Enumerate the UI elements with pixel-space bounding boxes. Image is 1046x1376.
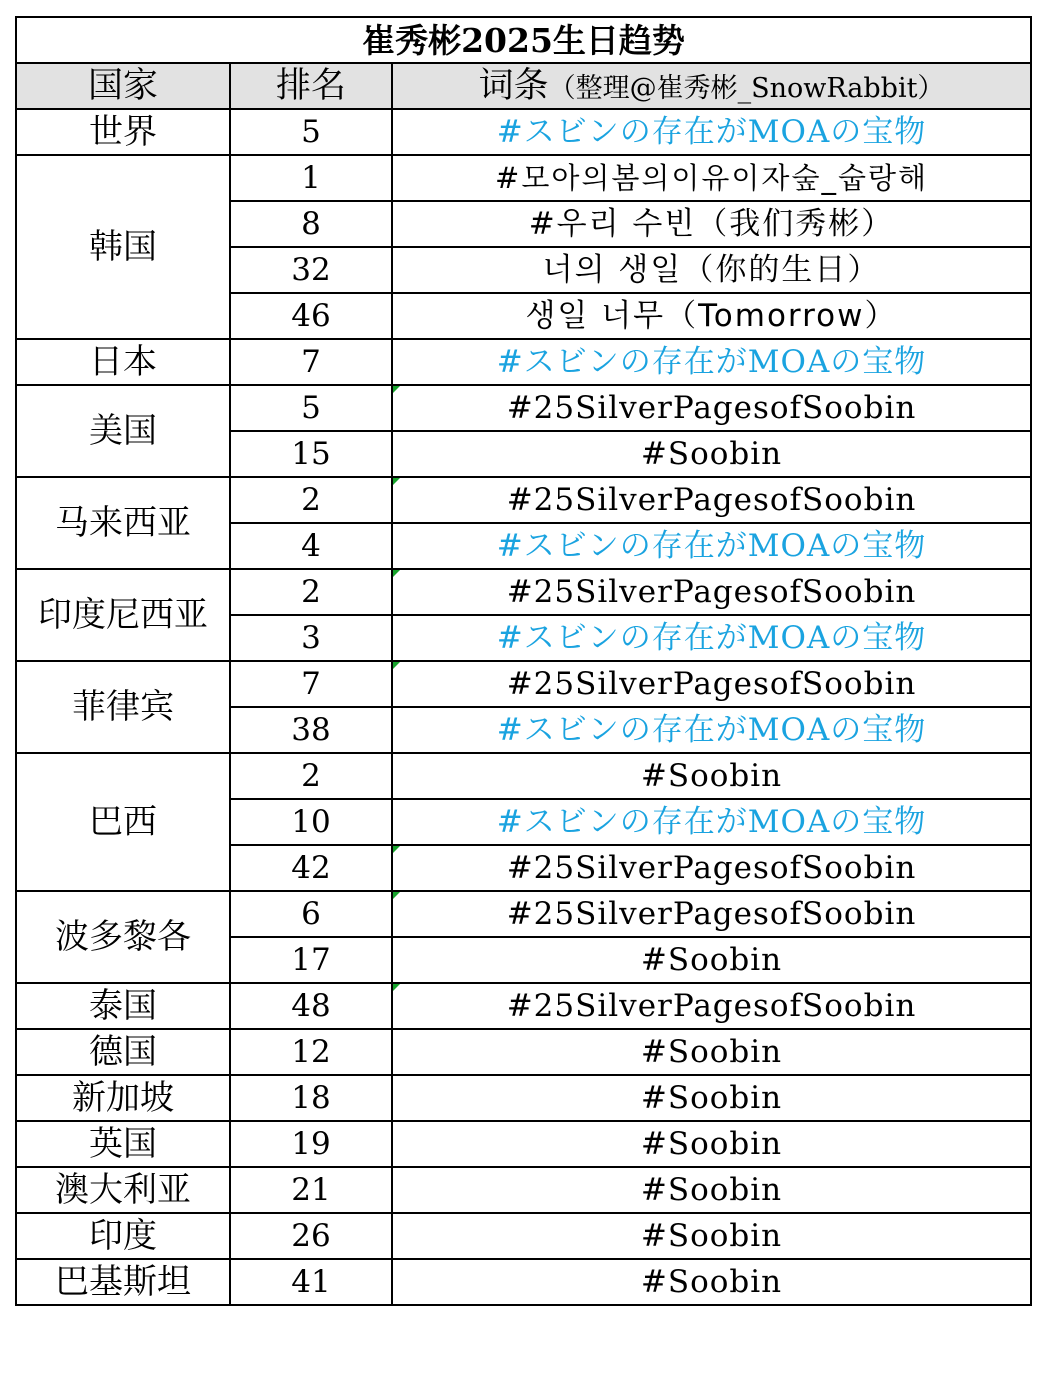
table-row xyxy=(16,661,1031,707)
country-cell: 英国 xyxy=(16,1121,230,1167)
country-cell: 美国 xyxy=(16,385,230,477)
rank-cell: 21 xyxy=(230,1167,392,1213)
table-row xyxy=(16,339,1031,385)
country-cell: 澳大利亚 xyxy=(16,1167,230,1213)
table-row xyxy=(16,109,1031,155)
table-row xyxy=(16,1029,1031,1075)
rank-cell: 48 xyxy=(230,983,392,1029)
rank-cell: 6 xyxy=(230,891,392,937)
table-row xyxy=(16,1213,1031,1259)
table-row xyxy=(16,1167,1031,1213)
country-cell: 巴基斯坦 xyxy=(16,1259,230,1305)
topic-cell: #우리 수빈（我们秀彬） xyxy=(392,201,1031,247)
rank-cell: 7 xyxy=(230,661,392,707)
table-row xyxy=(16,385,1031,431)
topic-cell: #スビンの存在がMOAの宝物 xyxy=(392,523,1031,569)
topic-cell: #25SilverPagesofSoobin xyxy=(392,477,1031,523)
topic-cell: #25SilverPagesofSoobin xyxy=(392,983,1031,1029)
table-row xyxy=(16,891,1031,937)
topic-cell: #Soobin xyxy=(392,753,1031,799)
country-cell: 韩国 xyxy=(16,155,230,339)
topic-cell: #25SilverPagesofSoobin xyxy=(392,845,1031,891)
rank-cell: 2 xyxy=(230,569,392,615)
country-cell: 印度尼西亚 xyxy=(16,569,230,661)
table-row xyxy=(16,753,1031,799)
rank-cell: 2 xyxy=(230,753,392,799)
country-cell: 德国 xyxy=(16,1029,230,1075)
country-cell: 印度 xyxy=(16,1213,230,1259)
topic-cell: 생일 너무（Tomorrow） xyxy=(392,293,1031,339)
rank-cell: 17 xyxy=(230,937,392,983)
rank-cell: 7 xyxy=(230,339,392,385)
topic-cell: #25SilverPagesofSoobin xyxy=(392,569,1031,615)
table-row xyxy=(16,1121,1031,1167)
table-row xyxy=(16,477,1031,523)
table-row xyxy=(16,1075,1031,1121)
table-row xyxy=(16,569,1031,615)
header-topic-note: （整理@崔秀彬_SnowRabbit） xyxy=(548,72,945,104)
topic-cell: #Soobin xyxy=(392,1213,1031,1259)
header-rank: 排名 xyxy=(230,63,392,109)
rank-cell: 18 xyxy=(230,1075,392,1121)
rank-cell: 46 xyxy=(230,293,392,339)
topic-cell: #25SilverPagesofSoobin xyxy=(392,661,1031,707)
country-cell: 日本 xyxy=(16,339,230,385)
header-row xyxy=(16,63,1031,109)
topic-cell: #スビンの存在がMOAの宝物 xyxy=(392,109,1031,155)
rank-cell: 4 xyxy=(230,523,392,569)
topic-cell: #スビンの存在がMOAの宝物 xyxy=(392,339,1031,385)
topic-cell: #25SilverPagesofSoobin xyxy=(392,385,1031,431)
header-topic xyxy=(392,63,1031,109)
rank-cell: 19 xyxy=(230,1121,392,1167)
country-cell: 菲律宾 xyxy=(16,661,230,753)
rank-cell: 1 xyxy=(230,155,392,201)
rank-cell: 41 xyxy=(230,1259,392,1305)
rank-cell: 3 xyxy=(230,615,392,661)
country-cell: 巴西 xyxy=(16,753,230,891)
table-row xyxy=(16,155,1031,201)
topic-cell: #Soobin xyxy=(392,937,1031,983)
country-cell: 泰国 xyxy=(16,983,230,1029)
topic-cell: #スビンの存在がMOAの宝物 xyxy=(392,707,1031,753)
topic-cell: #スビンの存在がMOAの宝物 xyxy=(392,615,1031,661)
topic-cell: #Soobin xyxy=(392,1075,1031,1121)
topic-cell: #Soobin xyxy=(392,1029,1031,1075)
topic-cell: 너의 생일（你的生日） xyxy=(392,247,1031,293)
rank-cell: 8 xyxy=(230,201,392,247)
topic-cell: #Soobin xyxy=(392,1259,1031,1305)
table-row xyxy=(16,983,1031,1029)
table-row xyxy=(16,1259,1031,1305)
rank-cell: 26 xyxy=(230,1213,392,1259)
rank-cell: 2 xyxy=(230,477,392,523)
header-country: 国家 xyxy=(16,63,230,109)
topic-cell: #Soobin xyxy=(392,431,1031,477)
header-topic-label: 词条 xyxy=(478,65,549,106)
rank-cell: 12 xyxy=(230,1029,392,1075)
rank-cell: 42 xyxy=(230,845,392,891)
country-cell: 新加坡 xyxy=(16,1075,230,1121)
trend-table-body xyxy=(16,17,1031,1305)
topic-cell: #Soobin xyxy=(392,1121,1031,1167)
rank-cell: 5 xyxy=(230,109,392,155)
rank-cell: 10 xyxy=(230,799,392,845)
rank-cell: 5 xyxy=(230,385,392,431)
country-cell: 马来西亚 xyxy=(16,477,230,569)
title-row xyxy=(16,17,1031,63)
topic-cell: #スビンの存在がMOAの宝物 xyxy=(392,799,1031,845)
trend-table xyxy=(15,16,1032,1306)
country-cell: 世界 xyxy=(16,109,230,155)
country-cell: 波多黎各 xyxy=(16,891,230,983)
topic-cell: #모아의봄의이유이자숲_숩랑해 xyxy=(392,155,1031,201)
rank-cell: 15 xyxy=(230,431,392,477)
topic-cell: #25SilverPagesofSoobin xyxy=(392,891,1031,937)
table-title: 崔秀彬2025生日趋势 xyxy=(16,17,1031,63)
rank-cell: 38 xyxy=(230,707,392,753)
topic-cell: #Soobin xyxy=(392,1167,1031,1213)
rank-cell: 32 xyxy=(230,247,392,293)
